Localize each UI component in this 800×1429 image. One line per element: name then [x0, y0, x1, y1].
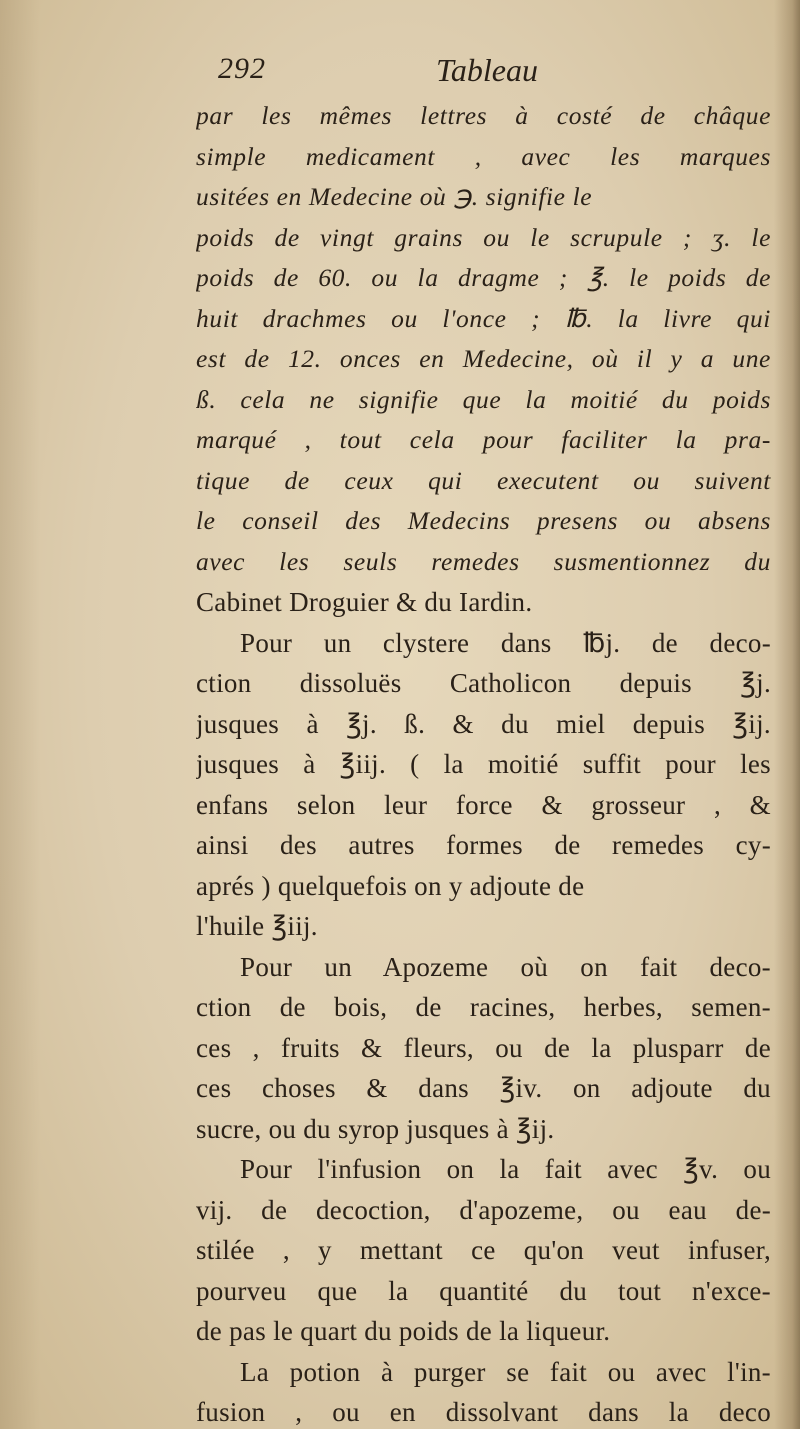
- page-number: 292: [218, 52, 266, 85]
- text-line: poids de 60. ou la dragme ; ℥. le poids de: [196, 263, 771, 292]
- text-line: marqué , tout cela pour faciliter la pra-: [196, 425, 771, 454]
- text-line: l'huile ℥iij.: [196, 911, 318, 941]
- text-line: simple medicament , avec les marques: [196, 141, 771, 171]
- text-line: usitées en Medecine où ℈. signifie le: [196, 182, 593, 211]
- text-line: par les mêmes lettres à costé de châque: [196, 101, 771, 130]
- text-line: le conseil des Medecins presens ou absens: [196, 506, 771, 535]
- text-line: poids de vingt grains ou le scrupule ; ʒ. le: [196, 222, 771, 252]
- text-line: de pas le quart du poids de la liqueur.: [196, 1316, 611, 1346]
- text-line: huit drachmes ou l'once ; ℔. la livre qui: [196, 303, 771, 333]
- text-line: Pour un Apozeme où on fait deco-: [240, 951, 771, 982]
- text-line: ainsi des autres formes de remedes cy-: [196, 830, 771, 860]
- text-line: sucre, ou du syrop jusques à ℥ij.: [196, 1113, 555, 1144]
- text-line: jusques à ℥j. ß. & du miel depuis ℥ij.: [196, 708, 771, 739]
- text-line: ction de bois, de racines, herbes, semen-: [196, 992, 771, 1022]
- text-line: est de 12. onces en Medecine, où il y a une: [196, 344, 771, 373]
- text-block: [196, 52, 771, 1429]
- text-line: pourveu que la quantité du tout n'exce-: [196, 1275, 771, 1306]
- text-line: ß. cela ne signifie que la moitié du poids: [196, 384, 771, 414]
- text-line: Pour l'infusion on la fait avec ℥v. ou: [240, 1154, 771, 1184]
- running-title: Tableau: [436, 52, 538, 88]
- text-line: aprés ) quelquefois on y adjoute de: [196, 870, 585, 901]
- text-line: stilée , y mettant ce qu'on veut infuser,: [196, 1235, 771, 1265]
- text-line: avec les seuls remedes susmentionnez du: [196, 546, 771, 576]
- page-edge-shadow: [0, 0, 40, 1429]
- text-line: La potion à purger se fait ou avec l'in-: [240, 1356, 771, 1387]
- text-line: ction dissoluës Catholicon depuis ℥j.: [196, 668, 771, 698]
- text-line: jusques à ℥iij. ( la moitié suffit pour les: [196, 749, 771, 779]
- text-line: Pour un clystere dans ℔j. de deco-: [240, 627, 771, 658]
- page-header: [196, 52, 771, 96]
- text-line: vij. de decoction, d'apozeme, ou eau de-: [196, 1194, 771, 1225]
- body-text: [196, 96, 771, 1429]
- text-line: ces choses & dans ℥iv. on adjoute du: [196, 1073, 771, 1103]
- text-line: fusion , ou en dissolvant dans la deco: [196, 1397, 771, 1427]
- text-line: tique de ceux qui executent ou suivent: [196, 465, 771, 495]
- text-line: enfans selon leur force & grosseur , &: [196, 789, 771, 820]
- text-line: Cabinet Droguier & du Iardin.: [196, 587, 533, 617]
- page-gutter: [774, 0, 800, 1429]
- text-line: ces , fruits & fleurs, ou de la plusparr de: [196, 1032, 771, 1063]
